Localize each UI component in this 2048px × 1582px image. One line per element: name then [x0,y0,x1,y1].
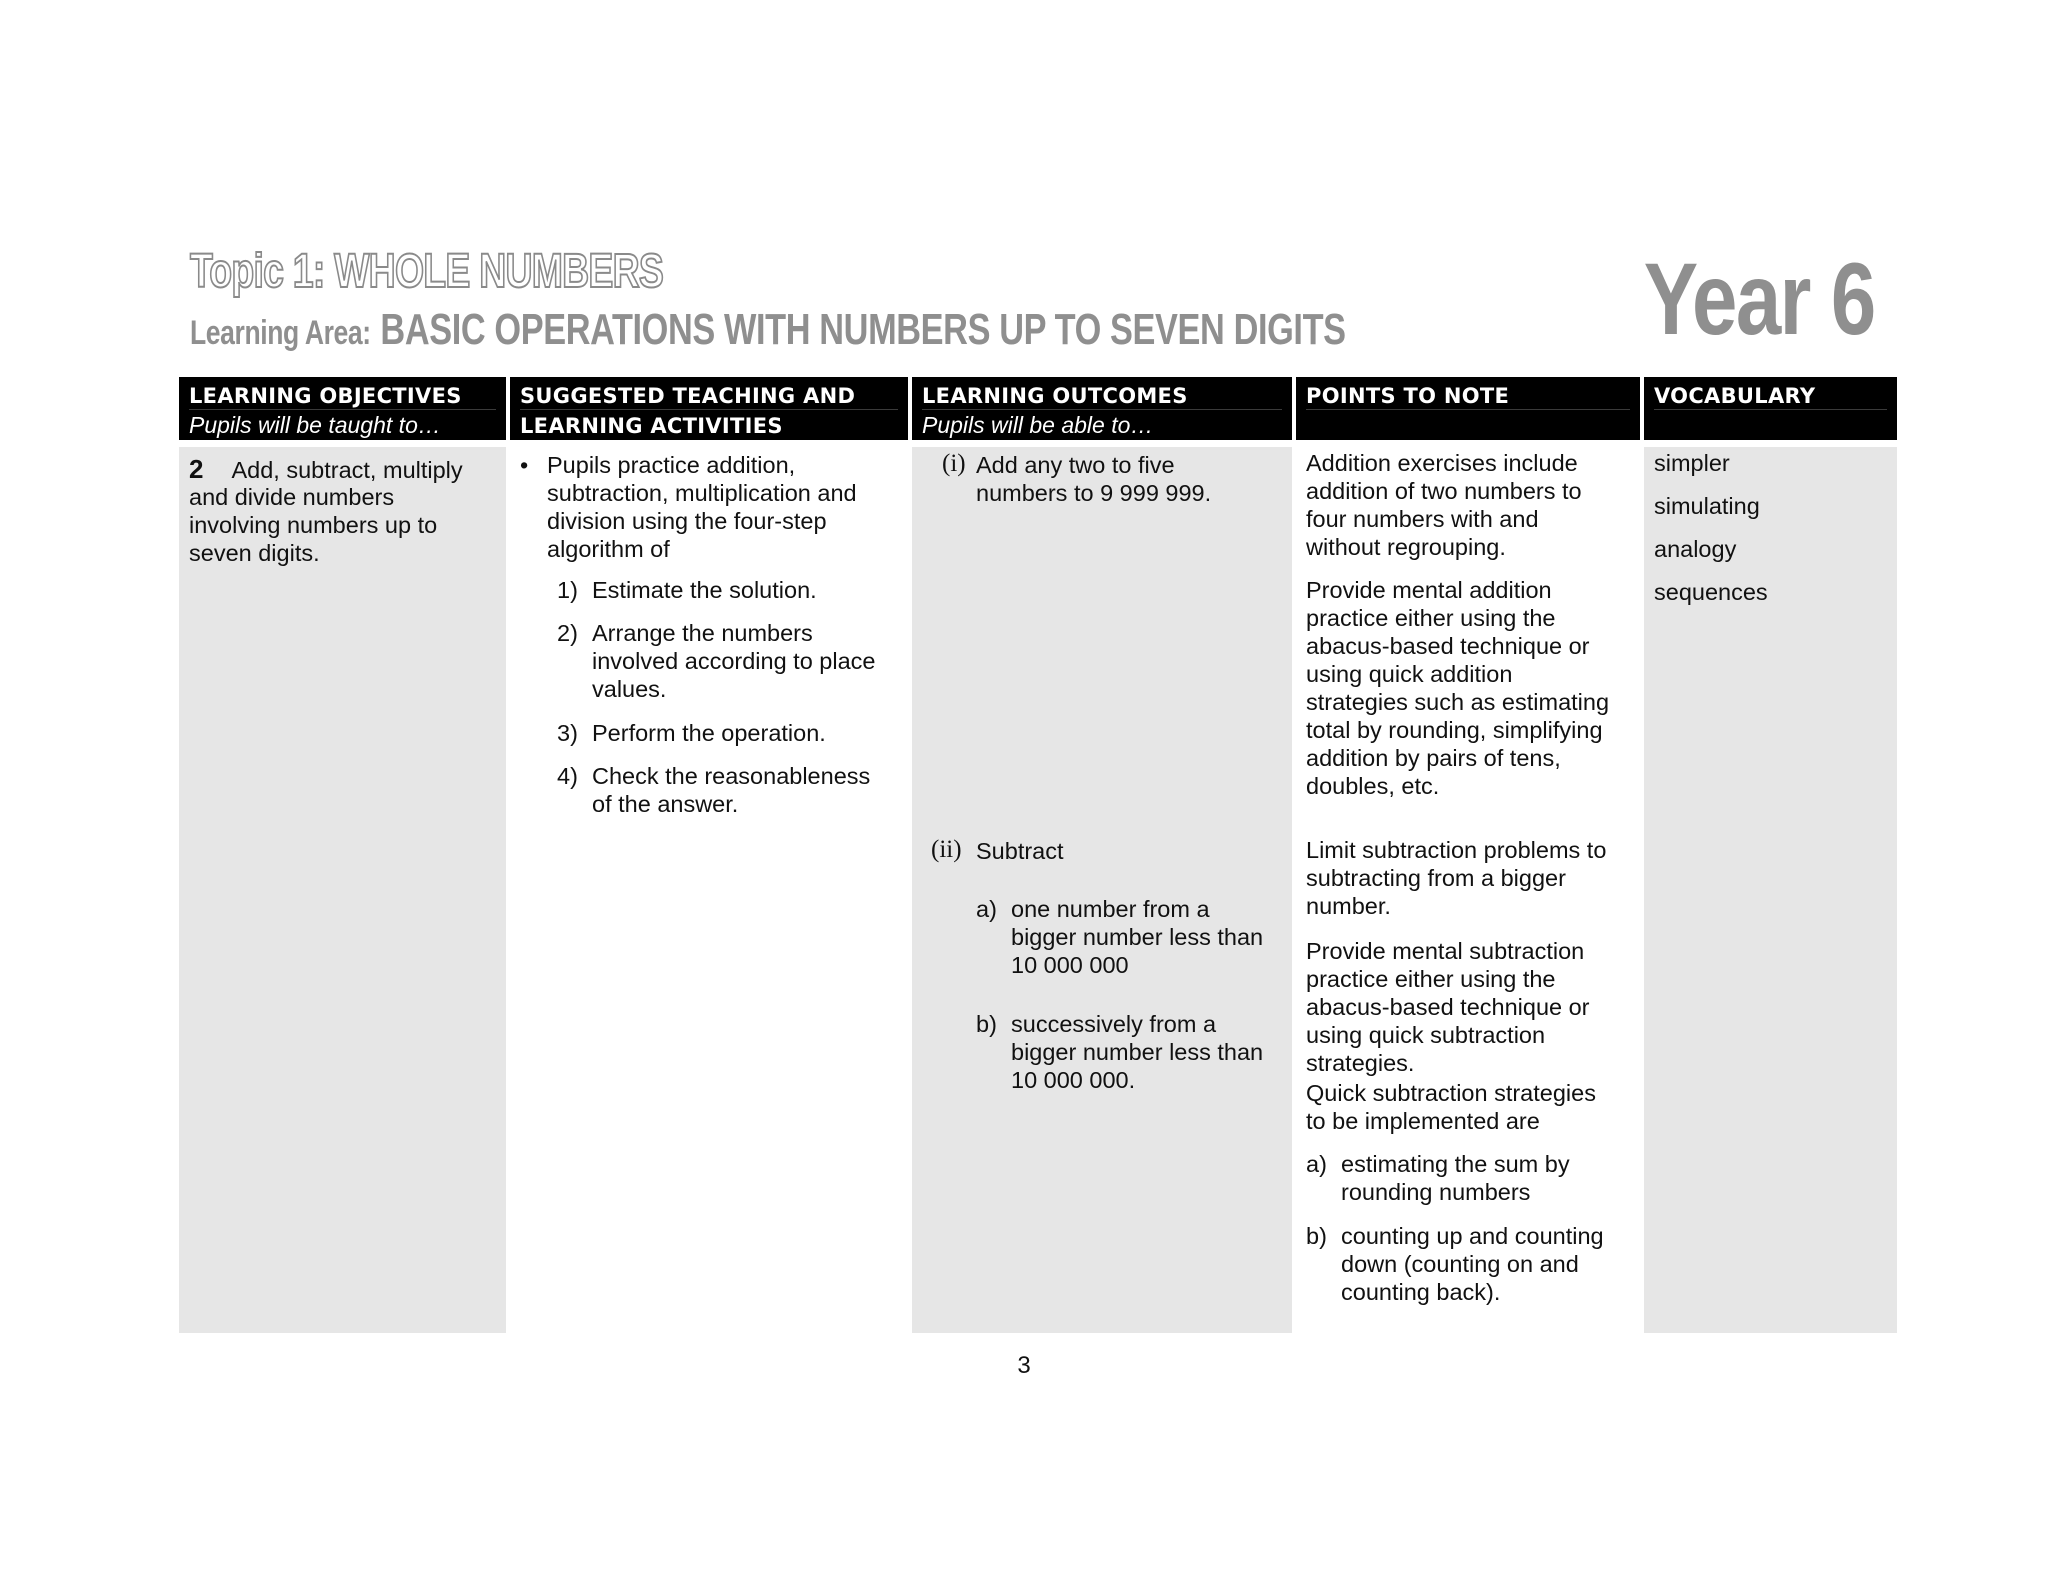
column-body [179,447,506,1333]
topic-title: Topic 1: WHOLE NUMBERS [190,245,664,298]
column-title: VOCABULARY [1654,384,1816,408]
learning-area-value: BASIC OPERATIONS WITH NUMBERS UP TO SEVEN DIGITS [380,305,1346,354]
column-subtitle: Pupils will be able to… [922,412,1154,438]
outcome-marker: (i) [942,450,966,477]
column-vocabulary [1644,377,1897,1333]
step-marker: 3) [557,720,578,746]
column-body [912,447,1292,1333]
outcome-sub-text: one number from a bigger number less than 10 000 000 [1011,896,1264,978]
column-header [510,377,908,440]
page-number: 3 [1017,1352,1031,1379]
curriculum-table [179,377,1897,1333]
column-header [1644,377,1897,440]
column-header [912,377,1292,440]
outcome-marker: (ii) [931,836,962,863]
column-header [179,377,506,440]
column-header [1296,377,1640,440]
note-paragraph: Provide mental subtraction practice either using the abacus-based technique or using quick subtraction strategies. [1306,938,1590,1076]
step-text: Arrange the numbers involved according to place values. [592,620,876,702]
vocabulary-word: simulating [1654,493,1760,519]
column-title: SUGGESTED TEACHING AND [520,384,856,408]
column-learning-objectives [179,377,506,1333]
note-paragraph: Quick subtraction strategies to be implemented are [1306,1080,1596,1134]
column-title: POINTS TO NOTE [1306,384,1510,408]
column-body [1644,447,1897,1333]
column-teaching-activities [510,377,908,1333]
column-learning-outcomes [912,377,1292,1333]
outcome-text: Add any two to five numbers to 9 999 999. [976,452,1212,506]
outcome-text: Subtract [976,838,1064,864]
vocabulary-word: analogy [1654,536,1737,562]
vocabulary-word: simpler [1654,450,1730,476]
note-paragraph: Limit subtraction problems to subtracting from a bigger number. [1306,837,1607,919]
objective-line: Add, subtract, multiply [231,457,463,483]
objective-line: and divide numbers [189,484,395,510]
column-title: LEARNING OUTCOMES [922,384,1188,408]
learning-area-label: Learning Area: [190,314,371,352]
step-text: Perform the operation. [592,720,826,746]
note-paragraph: Addition exercises include addition of two numbers to four numbers with and without regrouping. [1306,450,1582,560]
column-title-line-2: LEARNING ACTIVITIES [520,414,783,438]
column-body [510,447,908,1333]
note-list-text: counting up and counting down (counting on and counting back). [1341,1223,1604,1305]
objective-line: involving numbers up to [189,512,438,538]
outcome-sub-marker: a) [976,896,997,922]
outcome-sub-text: successively from a bigger number less than 10 000 000. [1011,1011,1264,1093]
note-paragraph: Provide mental addition practice either using the abacus-based technique or using quick addition strategies such as estimating total by rounding, simplifying addition by pairs of tens, doubles, etc. [1306,577,1610,799]
column-subtitle: Pupils will be taught to… [189,412,441,438]
activity-intro: Pupils practice addition, subtraction, multiplication and division using the four-step algorithm of [547,452,857,562]
column-title: LEARNING OBJECTIVES [189,384,462,408]
learning-area [190,305,1346,355]
step-text: Estimate the solution. [592,577,817,603]
objective-number: 2 [189,454,204,484]
bullet-icon: • [520,452,529,478]
objective-line: seven digits. [189,540,320,566]
step-marker: 4) [557,763,578,789]
note-list-marker: a) [1306,1151,1327,1177]
note-list-text: estimating the sum by rounding numbers [1341,1151,1570,1205]
year-title: Year 6 [1644,242,1875,356]
step-text: Check the reasonableness of the answer. [592,763,871,817]
step-marker: 2) [557,620,578,646]
outcome-sub-marker: b) [976,1011,997,1037]
vocabulary-word: sequences [1654,579,1768,605]
note-list-marker: b) [1306,1223,1327,1249]
step-marker: 1) [557,577,578,603]
column-points-to-note [1296,377,1640,1333]
column-body [1296,447,1640,1333]
